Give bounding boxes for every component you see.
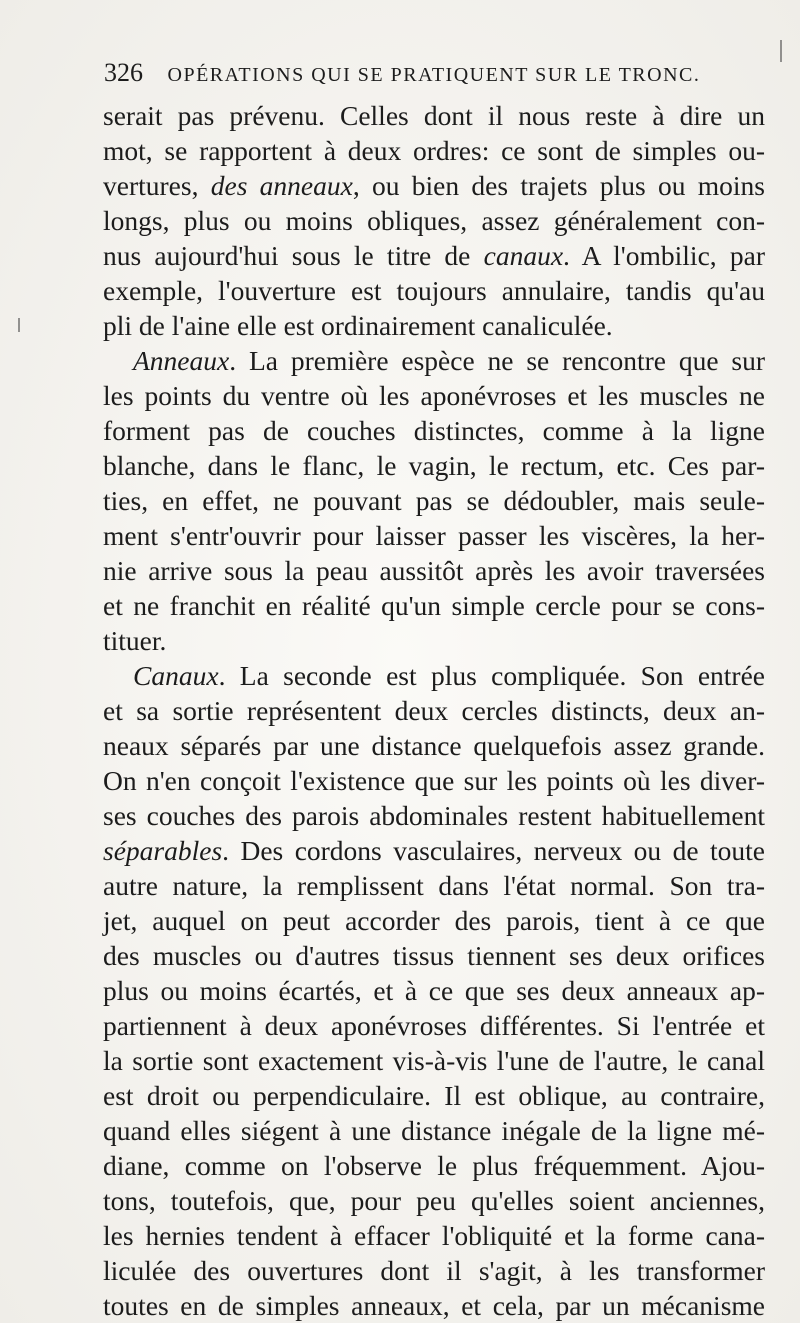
text-line <box>103 238 765 273</box>
text-line <box>103 1183 765 1218</box>
page-number: 326 <box>104 58 143 87</box>
text-segment: nie arrive sous la peau aussitôt après les avoir traversées <box>103 555 765 586</box>
italic-term: canaux <box>483 240 564 271</box>
text-segment: diane, comme on l'observe le plus fréquemment. Ajou- <box>103 1150 765 1181</box>
text-line <box>103 868 765 903</box>
text-line <box>103 308 765 343</box>
text-segment: des muscles ou d'autres tissus tiennent ses deux orifices <box>103 940 765 971</box>
text-segment: tituer. <box>103 625 167 656</box>
text-segment: , ou bien des trajets plus ou moins <box>352 170 765 201</box>
text-line <box>103 693 765 728</box>
text-line <box>103 1113 765 1148</box>
text-line <box>103 98 765 133</box>
margin-mark <box>18 318 20 332</box>
text-segment: la sortie sont exactement vis-à-vis l'une de l'autre, le canal <box>103 1045 765 1076</box>
text-segment: blanche, dans le flanc, le vagin, le rectum, etc. Ces par- <box>103 450 765 481</box>
text-segment: les points du ventre où les aponévroses et les muscles ne <box>103 380 765 411</box>
text-line <box>103 1288 765 1323</box>
text-line <box>103 343 765 378</box>
text-line <box>103 1043 765 1078</box>
text-line <box>103 903 765 938</box>
text-line <box>103 378 765 413</box>
text-line <box>103 413 765 448</box>
text-line <box>103 833 765 868</box>
text-line <box>103 448 765 483</box>
text-line <box>103 1253 765 1288</box>
running-title: OPÉRATIONS QUI SE PRATIQUENT SUR LE TRONC. <box>167 64 701 86</box>
margin-mark <box>780 40 782 62</box>
text-segment: ses couches des parois abdominales restent habituellement <box>103 800 765 831</box>
text-segment: et sa sortie représentent deux cercles distincts, deux an- <box>103 695 765 726</box>
text-line <box>103 1078 765 1113</box>
text-line <box>103 588 765 623</box>
text-segment: jet, auquel on peut accorder des parois, tient à ce que <box>103 905 765 936</box>
text-segment: ment s'entr'ouvrir pour laisser passer les viscères, la her- <box>103 520 765 551</box>
text-line <box>103 1218 765 1253</box>
text-segment: pli de l'aine elle est ordinairement canaliculée. <box>103 310 613 341</box>
text-segment: et ne franchit en réalité qu'un simple cercle pour se cons- <box>103 590 765 621</box>
text-segment: . La première espèce ne se rencontre que sur <box>229 345 765 376</box>
text-line <box>103 798 765 833</box>
text-segment: toutes en de simples anneaux, et cela, par un mécanisme <box>103 1290 765 1321</box>
running-header <box>104 58 764 88</box>
body-text <box>103 98 765 1323</box>
text-segment: les hernies tendent à effacer l'obliquité et la forme cana- <box>103 1220 765 1251</box>
text-line <box>103 623 765 658</box>
text-segment: tons, toutefois, que, pour peu qu'elles soient anciennes, <box>103 1185 765 1216</box>
text-segment: nus aujourd'hui sous le titre de <box>103 240 484 271</box>
text-segment: . Des cordons vasculaires, nerveux ou de toute <box>222 835 765 866</box>
text-line <box>103 728 765 763</box>
italic-term: Anneaux <box>133 345 230 376</box>
text-segment: longs, plus ou moins obliques, assez généralement con- <box>103 205 765 236</box>
text-line <box>103 1148 765 1183</box>
text-line <box>103 203 765 238</box>
text-segment: autre nature, la remplissent dans l'état normal. Son tra- <box>103 870 765 901</box>
text-segment: neaux séparés par une distance quelquefois assez grande. <box>103 730 765 761</box>
text-segment: . La seconde est plus compliquée. Son entrée <box>218 660 765 691</box>
text-segment: partiennent à deux aponévroses différentes. Si l'entrée et <box>103 1010 765 1041</box>
text-line <box>103 763 765 798</box>
text-segment: vertures, <box>103 170 211 201</box>
text-line <box>103 553 765 588</box>
text-line <box>103 1008 765 1043</box>
text-segment: forment pas de couches distinctes, comme à la ligne <box>103 415 765 446</box>
text-line <box>103 133 765 168</box>
text-line <box>103 168 765 203</box>
text-line <box>103 518 765 553</box>
text-line <box>103 483 765 518</box>
text-line <box>103 973 765 1008</box>
text-segment: ties, en effet, ne pouvant pas se dédoubler, mais seule- <box>103 485 765 516</box>
text-segment: exemple, l'ouverture est toujours annulaire, tandis qu'au <box>103 275 765 306</box>
text-segment: quand elles siégent à une distance inégale de la ligne mé- <box>103 1115 765 1146</box>
text-segment: liculée des ouvertures dont il s'agit, à les transformer <box>103 1255 765 1286</box>
italic-term: Canaux <box>133 660 219 691</box>
text-segment: mot, se rapportent à deux ordres: ce sont de simples ou- <box>103 135 765 166</box>
text-segment: plus ou moins écartés, et à ce que ses deux anneaux ap- <box>103 975 765 1006</box>
text-segment: . A l'ombilic, par <box>563 240 765 271</box>
text-line <box>103 658 765 693</box>
italic-term: des anneaux <box>210 170 353 201</box>
text-line <box>103 273 765 308</box>
text-segment: serait pas prévenu. Celles dont il nous reste à dire un <box>103 100 765 131</box>
italic-term: séparables <box>103 835 223 866</box>
text-segment: On n'en conçoit l'existence que sur les points où les diver- <box>103 765 765 796</box>
text-segment: est droit ou perpendiculaire. Il est oblique, au contraire, <box>103 1080 765 1111</box>
text-line <box>103 938 765 973</box>
